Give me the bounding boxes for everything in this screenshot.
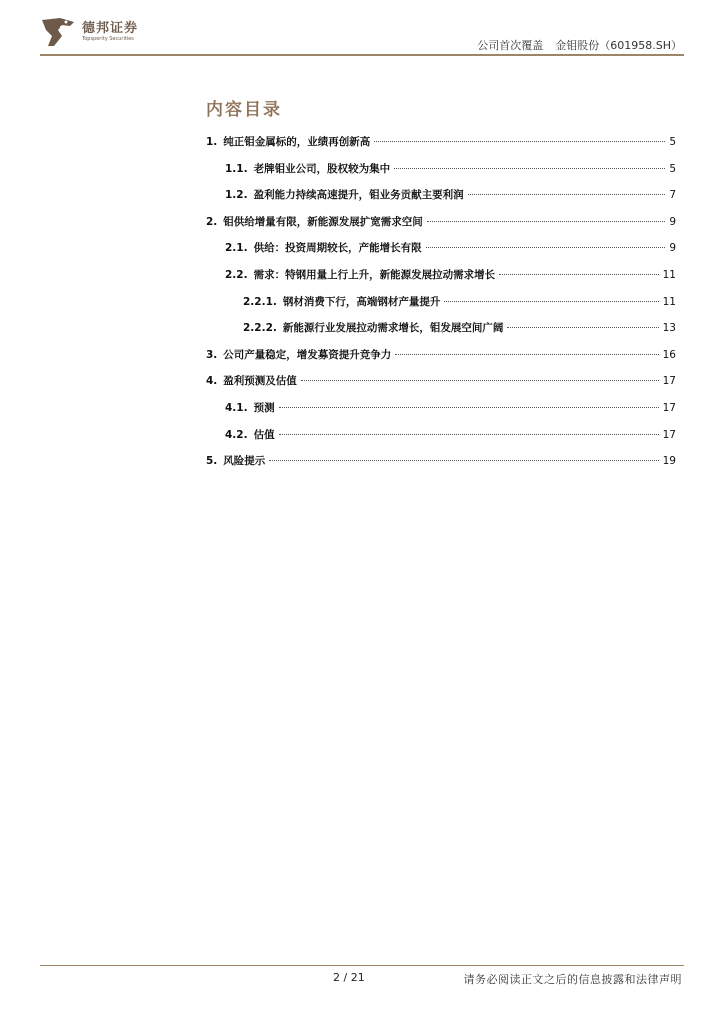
toc-entry-page: 9 <box>669 242 676 255</box>
toc-entry-number: 2.2.1. <box>243 295 277 308</box>
toc-entry-page: 16 <box>662 348 676 361</box>
toc-entry-number: 3. <box>206 348 218 361</box>
toc-entry-number: 2. <box>206 215 218 228</box>
toc-entry-page: 9 <box>669 215 676 228</box>
toc-entry[interactable] <box>206 134 676 161</box>
toc-dot-leader <box>468 194 666 195</box>
toc-entry-title: 盈利能力持续高速提升，钼业务贡献主要利润 <box>253 189 464 202</box>
toc-entry-page: 11 <box>662 268 676 281</box>
toc-dot-leader <box>499 274 659 275</box>
header-divider <box>40 54 684 56</box>
toc-entry[interactable] <box>206 161 676 188</box>
toc-entry[interactable] <box>206 267 676 294</box>
page-number: 2 / 21 <box>333 971 365 984</box>
toc-entry-title: 钼供给增量有限，新能源发展扩宽需求空间 <box>223 215 423 228</box>
toc-entry[interactable] <box>206 187 676 214</box>
toc-title: 内容目录 <box>206 100 282 120</box>
logo-chinese-name: 德邦证券 <box>82 20 139 36</box>
toc-entry-title: 预测 <box>253 401 275 414</box>
toc-dot-leader <box>427 221 666 222</box>
toc-dot-leader <box>269 460 658 461</box>
toc-dot-leader <box>426 247 666 248</box>
toc-dot-leader <box>374 141 665 142</box>
toc-dot-leader <box>395 354 658 355</box>
logo-mark-icon <box>40 16 76 48</box>
company-name: 金钼股份（601958.SH） <box>555 39 682 52</box>
toc-entry-number: 4. <box>206 375 218 388</box>
toc-entry-page: 19 <box>662 455 676 468</box>
footer-divider <box>40 965 684 966</box>
toc-entry-number: 1. <box>206 136 218 148</box>
toc-entry-title: 老牌钼业公司，股权较为集中 <box>253 162 391 175</box>
toc-entry-page: 17 <box>662 428 676 441</box>
logo-text <box>82 22 138 43</box>
toc-entry-title: 风险提示 <box>223 455 266 468</box>
toc-entry-page: 11 <box>662 295 676 308</box>
toc-entry-title: 钢材消费下行，高端钢材产量提升 <box>282 295 441 308</box>
toc-dot-leader <box>394 168 665 169</box>
toc-entry-page: 7 <box>669 189 676 202</box>
toc-entry[interactable] <box>206 427 676 454</box>
toc-dot-leader <box>301 380 659 381</box>
toc-entry-number: 1.2. <box>225 189 248 202</box>
toc-dot-leader <box>279 407 659 408</box>
toc-entry-page: 5 <box>669 136 676 148</box>
company-logo <box>40 16 138 48</box>
toc-entry[interactable] <box>206 320 676 347</box>
toc-entry-number: 2.2. <box>225 268 248 281</box>
toc-entry-number: 4.2. <box>225 428 248 441</box>
logo-english-name: Topsperity Securities <box>82 35 134 42</box>
toc-entry[interactable] <box>206 347 676 374</box>
toc-entry-number: 4.1. <box>225 401 248 414</box>
toc-entry[interactable] <box>206 294 676 321</box>
toc-entry-title: 需求：特钢用量上行上升，新能源发展拉动需求增长 <box>253 268 496 281</box>
report-type: 公司首次覆盖 <box>477 39 544 52</box>
toc-dot-leader <box>444 301 658 302</box>
toc-entry[interactable] <box>206 214 676 241</box>
toc-dot-leader <box>279 434 659 435</box>
toc-entry-number: 1.1. <box>225 162 248 175</box>
toc-entry-number: 2.1. <box>225 242 248 255</box>
toc-entry-page: 17 <box>662 401 676 414</box>
toc-entry[interactable] <box>206 240 676 267</box>
toc-entry-title: 纯正钼金属标的，业绩再创新高 <box>223 136 371 148</box>
toc-entry-title: 盈利预测及估值 <box>223 375 297 388</box>
table-of-contents <box>206 134 676 480</box>
toc-entry[interactable] <box>206 400 676 427</box>
toc-entry-page: 17 <box>662 375 676 388</box>
toc-entry-number: 2.2.2. <box>243 322 277 335</box>
toc-entry-page: 13 <box>662 322 676 335</box>
toc-entry-title: 公司产量稳定，增发募资提升竞争力 <box>223 348 392 361</box>
toc-entry-title: 估值 <box>253 428 275 441</box>
toc-entry-page: 5 <box>669 162 676 175</box>
toc-entry-number: 5. <box>206 455 218 468</box>
toc-entry[interactable] <box>206 373 676 400</box>
header-info <box>477 37 682 53</box>
footer-disclaimer: 请务必阅读正文之后的信息披露和法律声明 <box>463 973 682 986</box>
toc-entry[interactable] <box>206 453 676 480</box>
toc-entry-title: 供给：投资周期较长，产能增长有限 <box>253 242 422 255</box>
toc-entry-title: 新能源行业发展拉动需求增长，钼发展空间广阔 <box>282 322 504 335</box>
toc-dot-leader <box>507 327 658 328</box>
